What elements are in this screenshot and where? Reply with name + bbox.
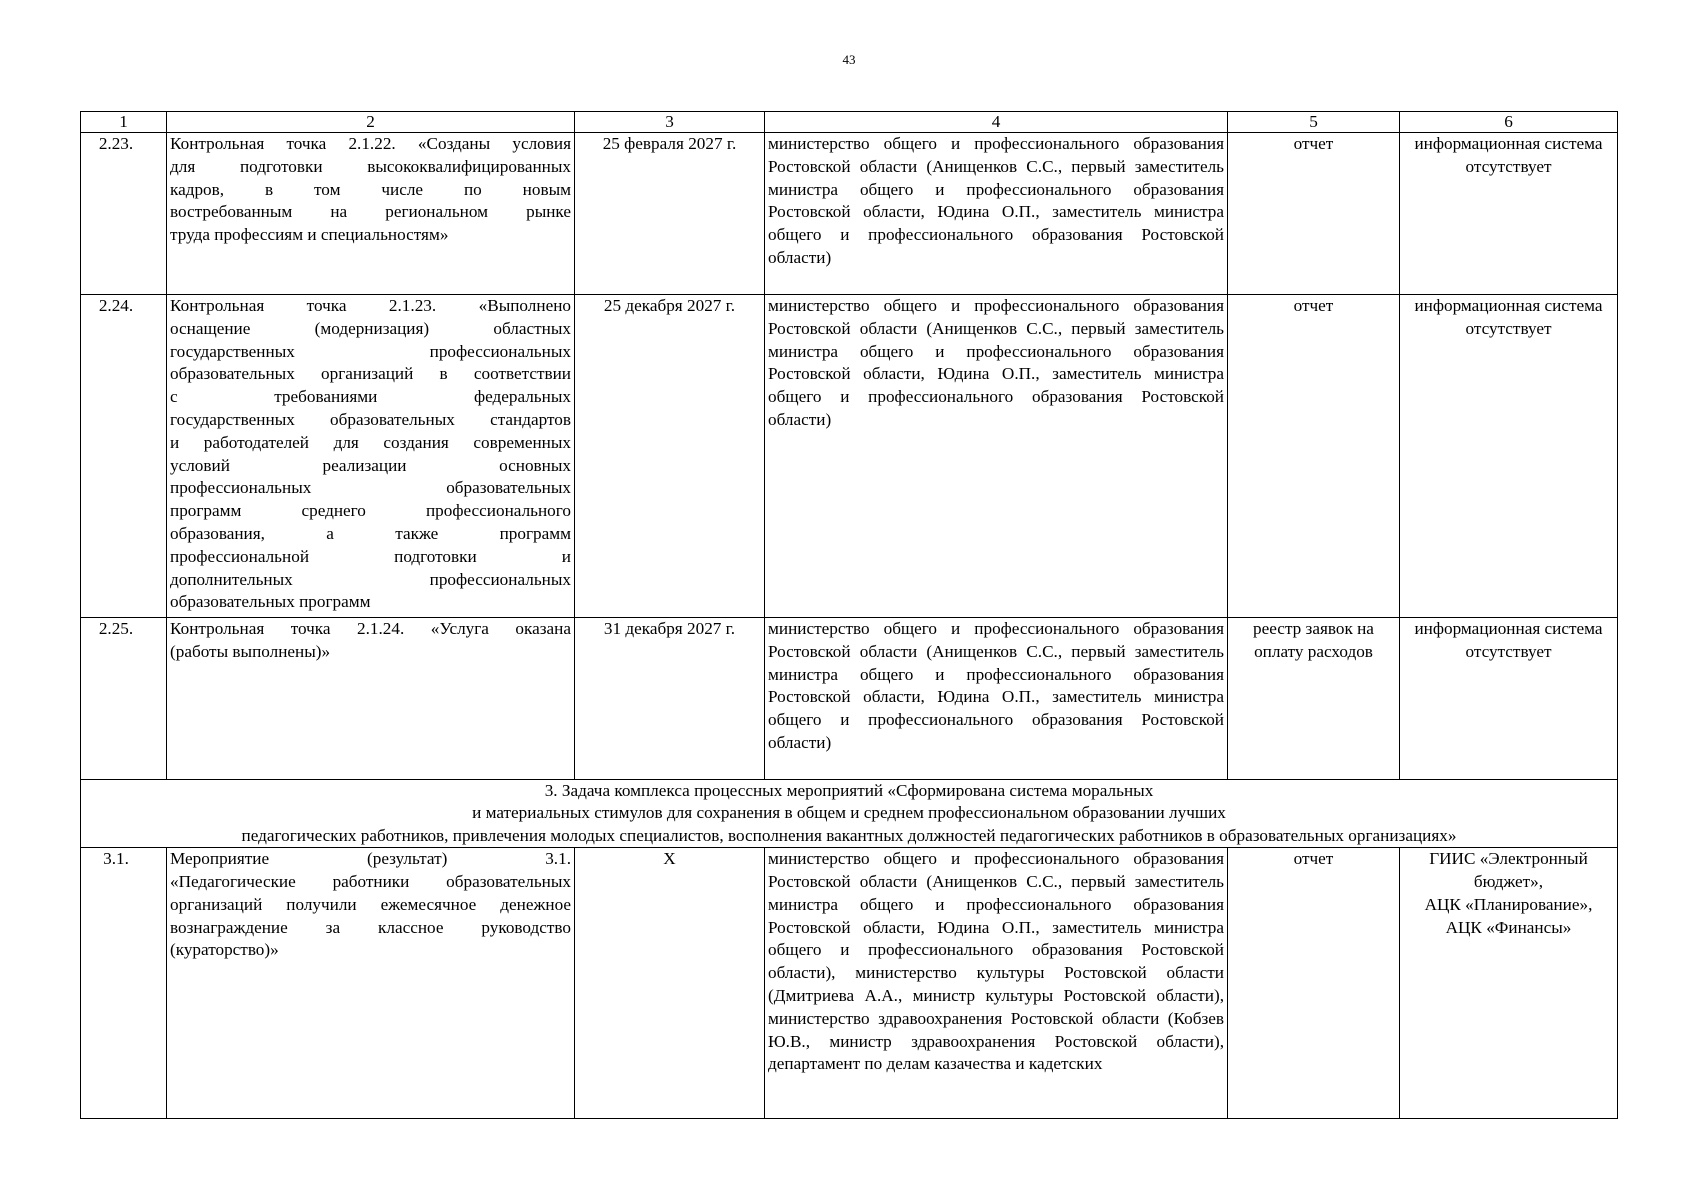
description-line: с требованиями федеральных	[170, 387, 571, 407]
row-description	[167, 618, 575, 780]
section-heading-row	[81, 780, 1618, 848]
column-header-6: 6	[1400, 112, 1618, 133]
row-info-system	[1400, 848, 1618, 1119]
description-line: Контрольная точка 2.1.23. «Выполнено	[170, 296, 571, 315]
section-heading-line: и материальных стимулов для сохранения в общем и среднем профессиональном образовании лучших	[472, 803, 1226, 823]
row-responsible: министерство общего и профессионального образования Ростовской области (Анищенков С.С., первый заместитель министра общего и профессионального образования Ростовской области, Юдина О.П., заместитель министра общего и профессионального образования Ростовской области)	[765, 133, 1228, 295]
row-description	[167, 133, 575, 295]
row-document-type: реестр заявок на оплату расходов	[1228, 618, 1400, 780]
description-line: и работодателей для создания современных	[170, 432, 571, 452]
section-heading-line: педагогических работников, привлечения молодых специалистов, восполнения вакантных должностей педагогических работников в образовательных организациях»	[241, 825, 1457, 845]
table-row	[81, 618, 1618, 780]
info-system-line: бюджет»,	[1473, 872, 1544, 892]
description-line: образовательных организаций в соответствии	[170, 364, 571, 384]
row-document-type: отчет	[1228, 295, 1400, 618]
info-system-line: АЦК «Планирование»,	[1424, 894, 1593, 914]
row-document-type: отчет	[1228, 133, 1400, 295]
info-system-line: ГИИС «Электронный	[1429, 849, 1588, 869]
column-header-3: 3	[575, 112, 765, 133]
section-heading	[81, 780, 1618, 848]
row-responsible: министерство общего и профессионального образования Ростовской области (Анищенков С.С., первый заместитель министра общего и профессионального образования Ростовской области, Юдина О.П., заместитель министра общего и профессионального образования Ростовской области)	[765, 618, 1228, 780]
row-deadline: 25 февраля 2027 г.	[575, 133, 765, 295]
table-row	[81, 848, 1618, 1119]
section-heading-line: 3. Задача комплекса процессных мероприятий «Сформирована система моральных	[544, 781, 1154, 800]
row-deadline: 25 декабря 2027 г.	[575, 295, 765, 618]
info-system-line: АЦК «Финансы»	[1445, 917, 1572, 937]
column-header-1: 1	[81, 112, 167, 133]
description-line: Контрольная точка 2.1.22. «Созданы условия	[170, 134, 571, 153]
page-number: 43	[842, 52, 856, 67]
column-header-5: 5	[1228, 112, 1400, 133]
row-number: 2.23.	[81, 133, 167, 295]
description-line: «Педагогические работники образовательных	[170, 872, 571, 892]
row-number: 2.24.	[81, 295, 167, 618]
table-row	[81, 133, 1618, 295]
row-info-system: информационная система отсутствует	[1400, 133, 1618, 295]
description-line: для подготовки высококвалифицированных	[170, 156, 571, 176]
row-deadline: X	[575, 848, 765, 1119]
row-description	[167, 295, 575, 618]
description-line: (кураторство)»	[170, 940, 279, 960]
description-line: дополнительных профессиональных	[170, 569, 571, 589]
description-line: труда профессиям и специальностям»	[170, 225, 449, 245]
row-responsible: министерство общего и профессионального образования Ростовской области (Анищенков С.С., первый заместитель министра общего и профессионального образования Ростовской области, Юдина О.П., заместитель министра общего и профессионального образования Ростовской области), министерство культуры Ростовской области (Дмитриева А.А., министр культуры Ростовской области), министерство здравоохранения Ростовской области (Кобзев Ю.В., министр здравоохранения Ростовской области), департамент по делам казачества и кадетских	[765, 848, 1228, 1119]
row-number: 3.1.	[81, 848, 167, 1119]
description-line: программ среднего профессионального	[170, 501, 571, 521]
description-line: образования, а также программ	[170, 523, 571, 543]
column-header-4: 4	[765, 112, 1228, 133]
description-line: организаций получили ежемесячное денежное	[170, 894, 571, 914]
table-row	[81, 295, 1618, 618]
row-number: 2.25.	[81, 618, 167, 780]
description-line: Мероприятие (результат) 3.1.	[170, 849, 571, 869]
row-document-type: отчет	[1228, 848, 1400, 1119]
description-line: кадров, в том числе по новым	[170, 179, 571, 199]
row-deadline: 31 декабря 2027 г.	[575, 618, 765, 780]
description-line: (работы выполнены)»	[170, 641, 331, 661]
plan-table	[80, 111, 1618, 1119]
row-responsible: министерство общего и профессионального образования Ростовской области (Анищенков С.С., первый заместитель министра общего и профессионального образования Ростовской области, Юдина О.П., заместитель министра общего и профессионального образования Ростовской области)	[765, 295, 1228, 618]
row-info-system: информационная система отсутствует	[1400, 618, 1618, 780]
description-line: востребованным на региональном рынке	[170, 202, 571, 222]
description-line: Контрольная точка 2.1.24. «Услуга оказана	[170, 619, 571, 638]
description-line: профессиональных образовательных	[170, 478, 571, 498]
row-info-system: информационная система отсутствует	[1400, 295, 1618, 618]
column-header-2: 2	[167, 112, 575, 133]
description-line: оснащение (модернизация) областных	[170, 318, 571, 338]
description-line: образовательных программ	[170, 592, 371, 612]
description-line: условий реализации основных	[170, 455, 571, 475]
description-line: государственных образовательных стандартов	[170, 409, 571, 429]
column-number-row	[81, 112, 1618, 133]
description-line: вознаграждение за классное руководство	[170, 917, 571, 937]
description-line: государственных профессиональных	[170, 341, 571, 361]
description-line: профессиональной подготовки и	[170, 546, 571, 566]
row-description	[167, 848, 575, 1119]
